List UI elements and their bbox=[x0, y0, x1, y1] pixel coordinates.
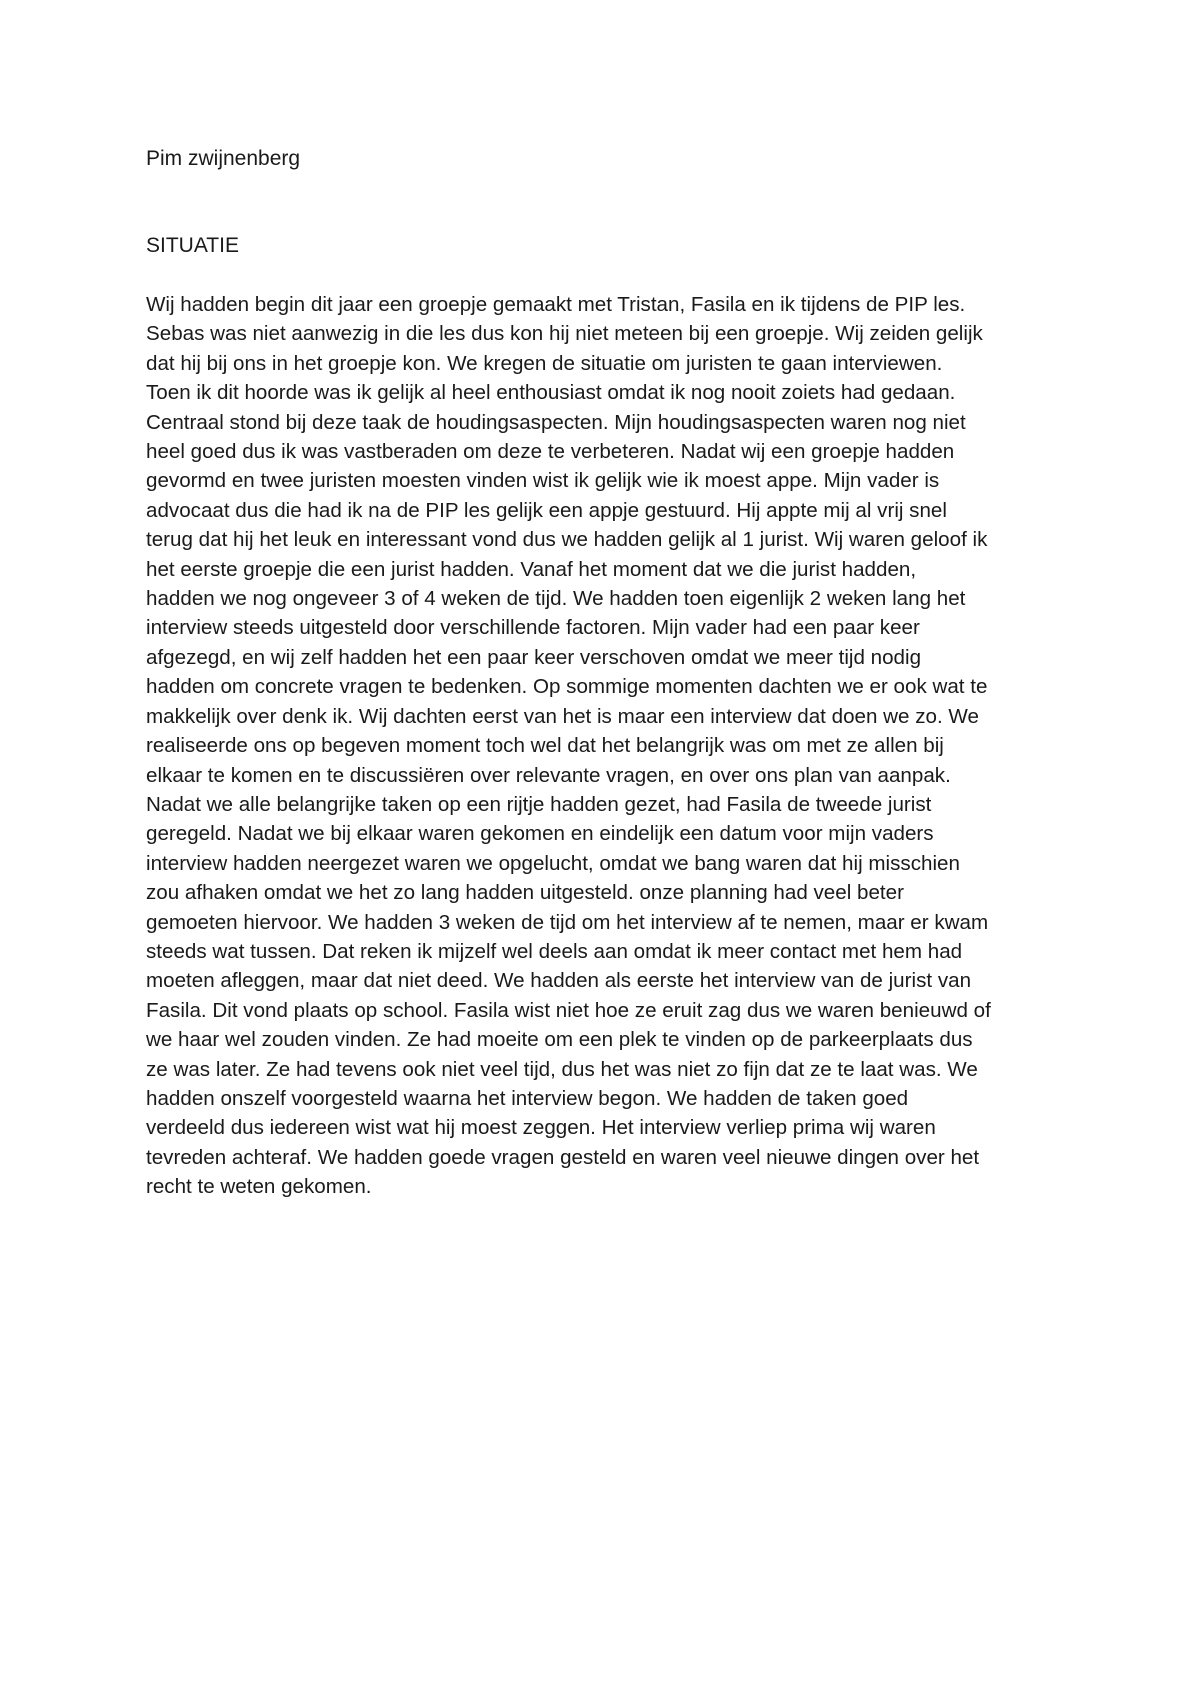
body-paragraph bbox=[146, 290, 1086, 1202]
paragraph-line: ze was later. Ze had tevens ook niet veel tijd, dus het was niet zo fijn dat ze te laat was. We bbox=[146, 1057, 978, 1081]
paragraph-line: realiseerde ons op begeven moment toch wel dat het belangrijk was om met ze allen bij bbox=[146, 734, 944, 758]
paragraph-line: Fasila. Dit vond plaats op school. Fasila wist niet hoe ze eruit zag dus we waren benieuwd of bbox=[146, 998, 991, 1022]
section-heading: SITUATIE bbox=[146, 234, 239, 257]
paragraph-line: dat hij bij ons in het groepje kon. We kregen de situatie om juristen te gaan interviewen. bbox=[146, 351, 943, 375]
paragraph-line: het eerste groepje die een jurist hadden. Vanaf het moment dat we die jurist hadden, bbox=[146, 557, 917, 581]
paragraph-line: verdeeld dus iedereen wist wat hij moest zeggen. Het interview verliep prima wij waren bbox=[146, 1116, 936, 1140]
paragraph-line: we haar wel zouden vinden. Ze had moeite om een plek te vinden op de parkeerplaats dus bbox=[146, 1028, 973, 1052]
paragraph-line: Toen ik dit hoorde was ik gelijk al heel enthousiast omdat ik nog nooit zoiets had gedaan. bbox=[146, 381, 956, 405]
paragraph-line: Sebas was niet aanwezig in die les dus kon hij niet meteen bij een groepje. Wij zeiden gelijk bbox=[146, 322, 983, 346]
author-name: Pim zwijnenberg bbox=[146, 147, 301, 170]
paragraph-line: advocaat dus die had ik na de PIP les gelijk een appje gestuurd. Hij appte mij al vrij snel bbox=[146, 498, 947, 522]
paragraph-line: Centraal stond bij deze taak de houdingsaspecten. Mijn houdingsaspecten waren nog niet bbox=[146, 410, 966, 434]
paragraph-line: Nadat we alle belangrijke taken op een rijtje hadden gezet, had Fasila de tweede jurist bbox=[146, 792, 932, 816]
paragraph-line: heel goed dus ik was vastberaden om deze te verbeteren. Nadat wij een groepje hadden bbox=[146, 440, 955, 464]
paragraph-line: hadden onszelf voorgesteld waarna het interview begon. We hadden de taken goed bbox=[146, 1086, 909, 1110]
paragraph-line: Wij hadden begin dit jaar een groepje gemaakt met Tristan, Fasila en ik tijdens de PIP les. bbox=[146, 293, 966, 316]
paragraph-line: makkelijk over denk ik. Wij dachten eerst van het is maar een interview dat doen we zo. We bbox=[146, 704, 979, 728]
paragraph-line: elkaar te komen en te discussiëren over relevante vragen, en over ons plan van aanpak. bbox=[146, 763, 951, 787]
paragraph-line: tevreden achteraf. We hadden goede vragen gesteld en waren veel nieuwe dingen over het bbox=[146, 1145, 980, 1169]
paragraph-line: hadden om concrete vragen te bedenken. Op sommige momenten dachten we er ook wat te bbox=[146, 675, 988, 699]
paragraph-line: terug dat hij het leuk en interessant vond dus we hadden gelijk al 1 jurist. Wij waren geloof ik bbox=[146, 528, 988, 552]
paragraph-line: steeds wat tussen. Dat reken ik mijzelf wel deels aan omdat ik meer contact met hem had bbox=[146, 939, 963, 963]
paragraph-line: interview hadden neergezet waren we opgelucht, omdat we bang waren dat hij misschien bbox=[146, 851, 960, 875]
paragraph-line: gevormd en twee juristen moesten vinden wist ik gelijk wie ik moest appe. Mijn vader is bbox=[146, 469, 940, 493]
paragraph-line: recht te weten gekomen. bbox=[146, 1175, 372, 1199]
paragraph-line: gemoeten hiervoor. We hadden 3 weken de tijd om het interview af te nemen, maar er kwam bbox=[146, 910, 989, 934]
paragraph-line: afgezegd, en wij zelf hadden het een paar keer verschoven omdat we meer tijd nodig bbox=[146, 645, 922, 669]
paragraph-line: hadden we nog ongeveer 3 of 4 weken de tijd. We hadden toen eigenlijk 2 weken lang het bbox=[146, 587, 966, 611]
paragraph-line: interview steeds uitgesteld door verschillende factoren. Mijn vader had een paar keer bbox=[146, 616, 920, 640]
paragraph-line: moeten afleggen, maar dat niet deed. We hadden als eerste het interview van de jurist van bbox=[146, 969, 972, 993]
paragraph-line: zou afhaken omdat we het zo lang hadden uitgesteld. onze planning had veel beter bbox=[146, 881, 904, 905]
paragraph-line: geregeld. Nadat we bij elkaar waren gekomen en eindelijk een datum voor mijn vaders bbox=[146, 822, 934, 846]
